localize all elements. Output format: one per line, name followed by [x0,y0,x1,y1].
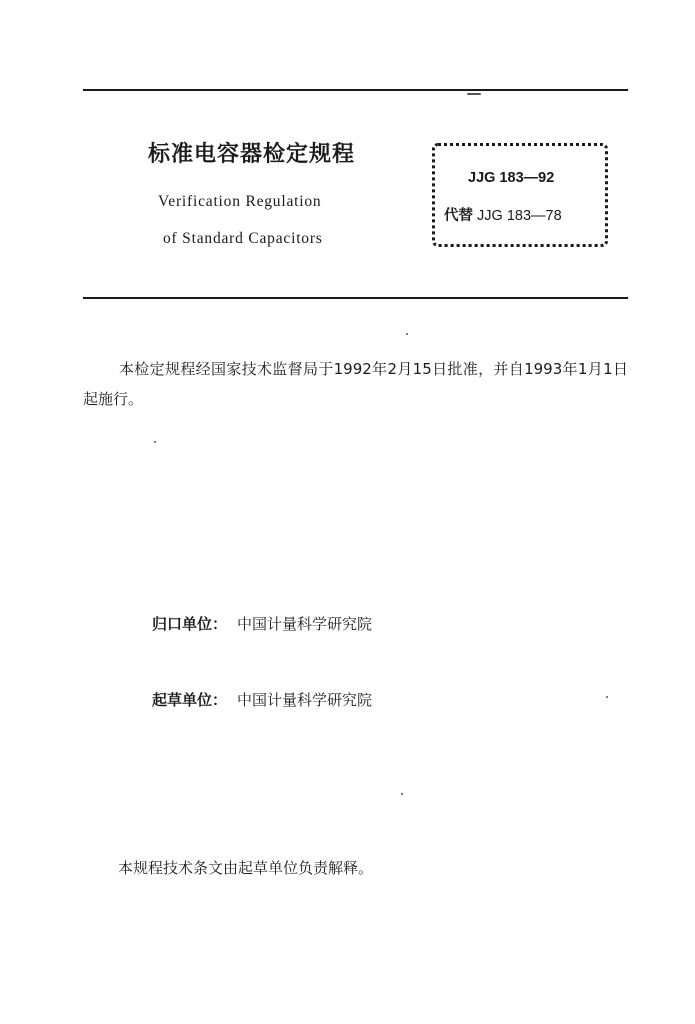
top-rule [83,89,628,91]
scan-speck [606,696,608,698]
interpretation-note: 本规程技术条文由起草单位负责解释。 [118,859,374,877]
scan-speck [154,441,156,443]
document-title-chinese: 标准电容器检定规程 [148,142,356,167]
replaces-prefix: 代替 [444,208,473,224]
regulation-code: JJG 183—92 [468,170,555,186]
replaces-code-value: JJG 183—78 [477,208,562,224]
scan-speck [401,793,403,795]
responsible-unit-value: 中国计量科学研究院 [237,615,373,633]
replaces-code [444,204,562,225]
document-title-english-line2: of Standard Capacitors [163,230,323,247]
responsible-unit [152,613,372,634]
regulation-code-box [432,143,608,247]
responsible-unit-label: 归口单位： [152,615,228,633]
drafting-unit [152,689,372,710]
drafting-unit-label: 起草单位： [152,691,228,709]
bottom-rule [83,297,628,299]
scan-speck [406,333,408,335]
drafting-unit-value: 中国计量科学研究院 [237,691,373,709]
scan-speck [467,93,481,95]
document-title-english-line1: Verification Regulation [158,193,322,210]
approval-paragraph: 本检定规程经国家技术监督局于1992年2月15日批准，并自1993年1月1日起施行。 [83,360,628,408]
